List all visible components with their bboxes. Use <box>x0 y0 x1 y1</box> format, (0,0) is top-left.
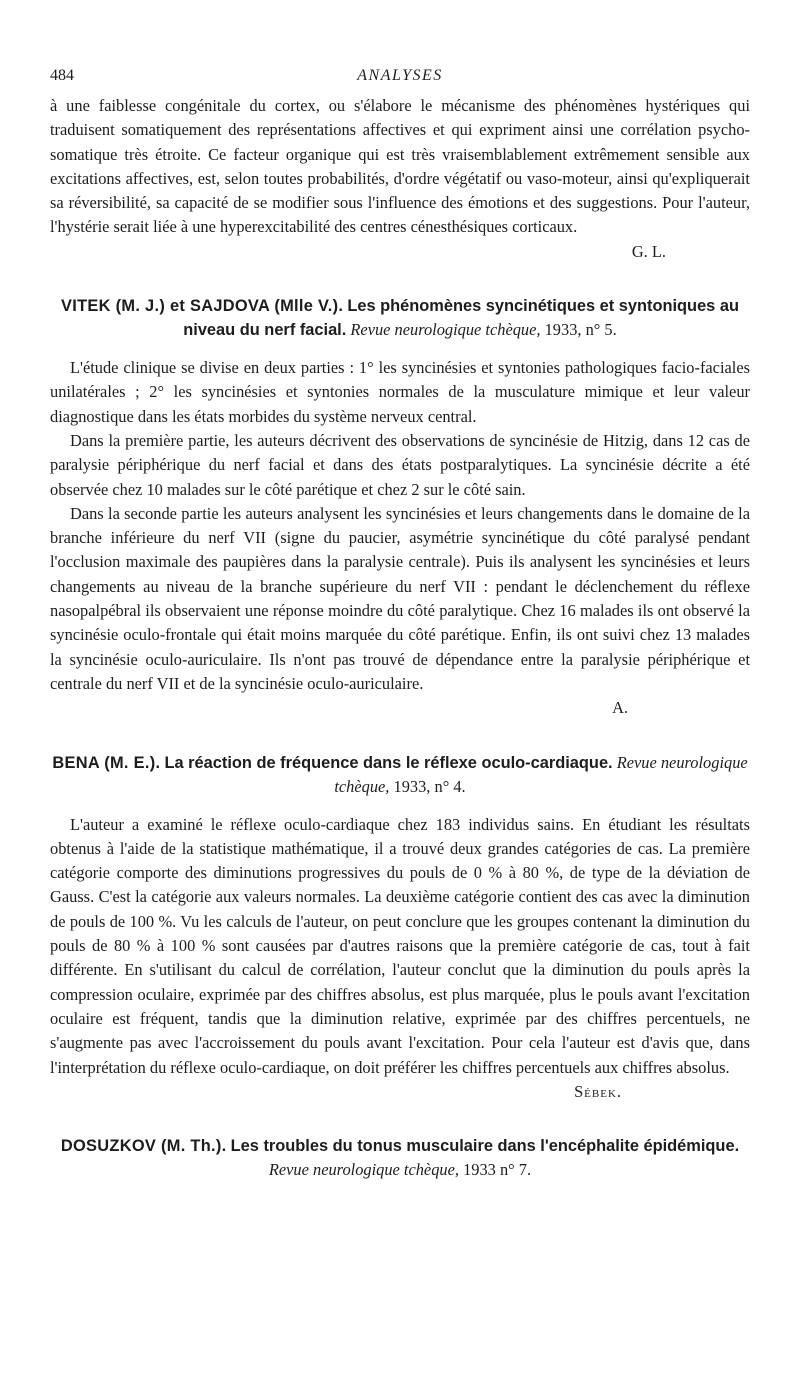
body-paragraph: Dans la seconde partie les auteurs analysent les syncinésies et leurs changements dans le domaine de la branche inférieure du nerf VII (signe du paucier, asymétrie syncinétique du côté paralysé pendant l'occlusion maximale des paupières dans la paralysie centrale). Puis ils analysent les syncinésies et leurs changements au niveau de la branche supérieure du nerf VII : pendant le déclenchement du réflexe nasopalpébral ils observaient une réponse moindre du côté paralytique. Chez 16 malades ils ont observé la syncinésie oculo-frontale qui était moins marquée du côté parétique. Enfin, ils ont suivi chez 13 malades la syncinésie oculo-auriculaire. Ils n'ont pas trouvé de dépendance entre la paralysie périphérique et centrale du nerf VII et de la syncinésie oculo-auriculaire. <box>50 503 750 693</box>
entry-citation: 1933 n° 7. <box>463 1160 532 1180</box>
entry-heading-dosuzkov <box>50 1134 750 1182</box>
page-number: 484 <box>50 67 74 84</box>
body-paragraph: L'auteur a examiné le réflexe oculo-cardiaque chez 183 individus sains. En étudiant les résultats obtenus à l'aide de la statistique mathématique, il a trouvé deux grandes catégories de cas. La première catégorie comporte des diminutions progressives du pouls de 0 % à 80 %, de type de la déviation de Gauss. C'est la catégorie aux valeurs normales. La deuxième catégorie contient des cas avec la diminution de pouls de 100 %. Vu les calculs de l'auteur, on peut conclure que les groupes contenant la diminution du pouls de 80 % à 100 % sont causées par d'autres raisons que la première catégorie de cas, tout à fait différente. En s'utilisant du calcul de corrélation, l'auteur conclut que la diminution du pouls après la compression oculaire, exprimée par des chiffres absolus, est plus marquée, plus le pouls avant l'excitation oculaire est fréquent, tandis que la diminution relative, exprimée par des chiffres percentuels, ne s'augmente pas avec l'accroissement du pouls avant l'excitation. Pour cela l'auteur est d'avis que, dans l'interprétation du réflexe oculo-cardiaque, on doit préférer les chiffres percentuels aux chiffres absolus. <box>50 814 750 1077</box>
entry-authors: DOSUZKOV (M. Th.). <box>60 1137 227 1156</box>
body-paragraph: Dans la première partie, les auteurs décrivent des observations de syncinésie de Hitzig, dans 12 cas de paralysie périphérique du nerf facial et dans des états postparalytiques. La syncinésie décrite a été observée chez 10 malades sur le côté parétique et chez 2 sur le côté sain. <box>50 430 750 499</box>
intro-signature: G. L. <box>631 241 666 261</box>
intro-paragraph: à une faiblesse congénitale du cortex, ou s'élabore le mécanisme des phénomènes hystériques qui traduisent somatiquement des représentations affectives et qui expriment ainsi une corrélation psycho-somatique très étroite. Ce facteur organique qui est très vraisemblablement extrêmement sensible aux excitations affectives, est, selon toutes probabilités, d'ordre végétatif ou vaso-moteur, ainsi qu'expliquerait sa réversibilité, sa capacité de se modifier sous l'influence des émotions et des suggestions. Pour l'auteur, l'hystérie serait liée à une hyperexcitabilité des centres cénesthésiques corticaux. <box>50 96 750 237</box>
entry-signature: A. <box>612 698 628 718</box>
entry-title: La réaction de fréquence dans le réflexe oculo-cardiaque. <box>164 753 613 772</box>
running-title: ANALYSES <box>357 67 443 84</box>
entry-authors: BENA (M. E.). <box>52 753 161 772</box>
entry-title: Les phénomènes syncinétiques et syntoniques au niveau du nerf facial. <box>183 297 739 340</box>
entry-journal: Revue neurologique tchèque, <box>350 320 541 340</box>
entry-authors: VITEK (M. J.) et SAJDOVA (Mlle V.). <box>61 297 344 316</box>
running-header <box>50 64 750 90</box>
entry-heading-bena <box>50 751 750 799</box>
entry-title: Les troubles du tonus musculaire dans l'encéphalite épidémique. <box>230 1137 740 1156</box>
entry-citation: 1933, n° 5. <box>544 320 617 340</box>
entry-journal: Revue neurologique tchèque, <box>334 752 748 796</box>
entry-signature: Sébek. <box>574 1081 622 1101</box>
entry-journal: Revue neurologique tchèque, <box>268 1160 459 1180</box>
body-paragraph: L'étude clinique se divise en deux parties : 1° les syncinésies et syntonies pathologiques facio-faciales unilatérales ; 2° les syncinésies et syntonies normales de la musculature mimique et leur valeur diagnostique dans les états morbides du système nerveux central. <box>50 358 750 426</box>
entry-citation: 1933, n° 4. <box>393 776 466 796</box>
entry-heading-vitek <box>50 294 750 342</box>
